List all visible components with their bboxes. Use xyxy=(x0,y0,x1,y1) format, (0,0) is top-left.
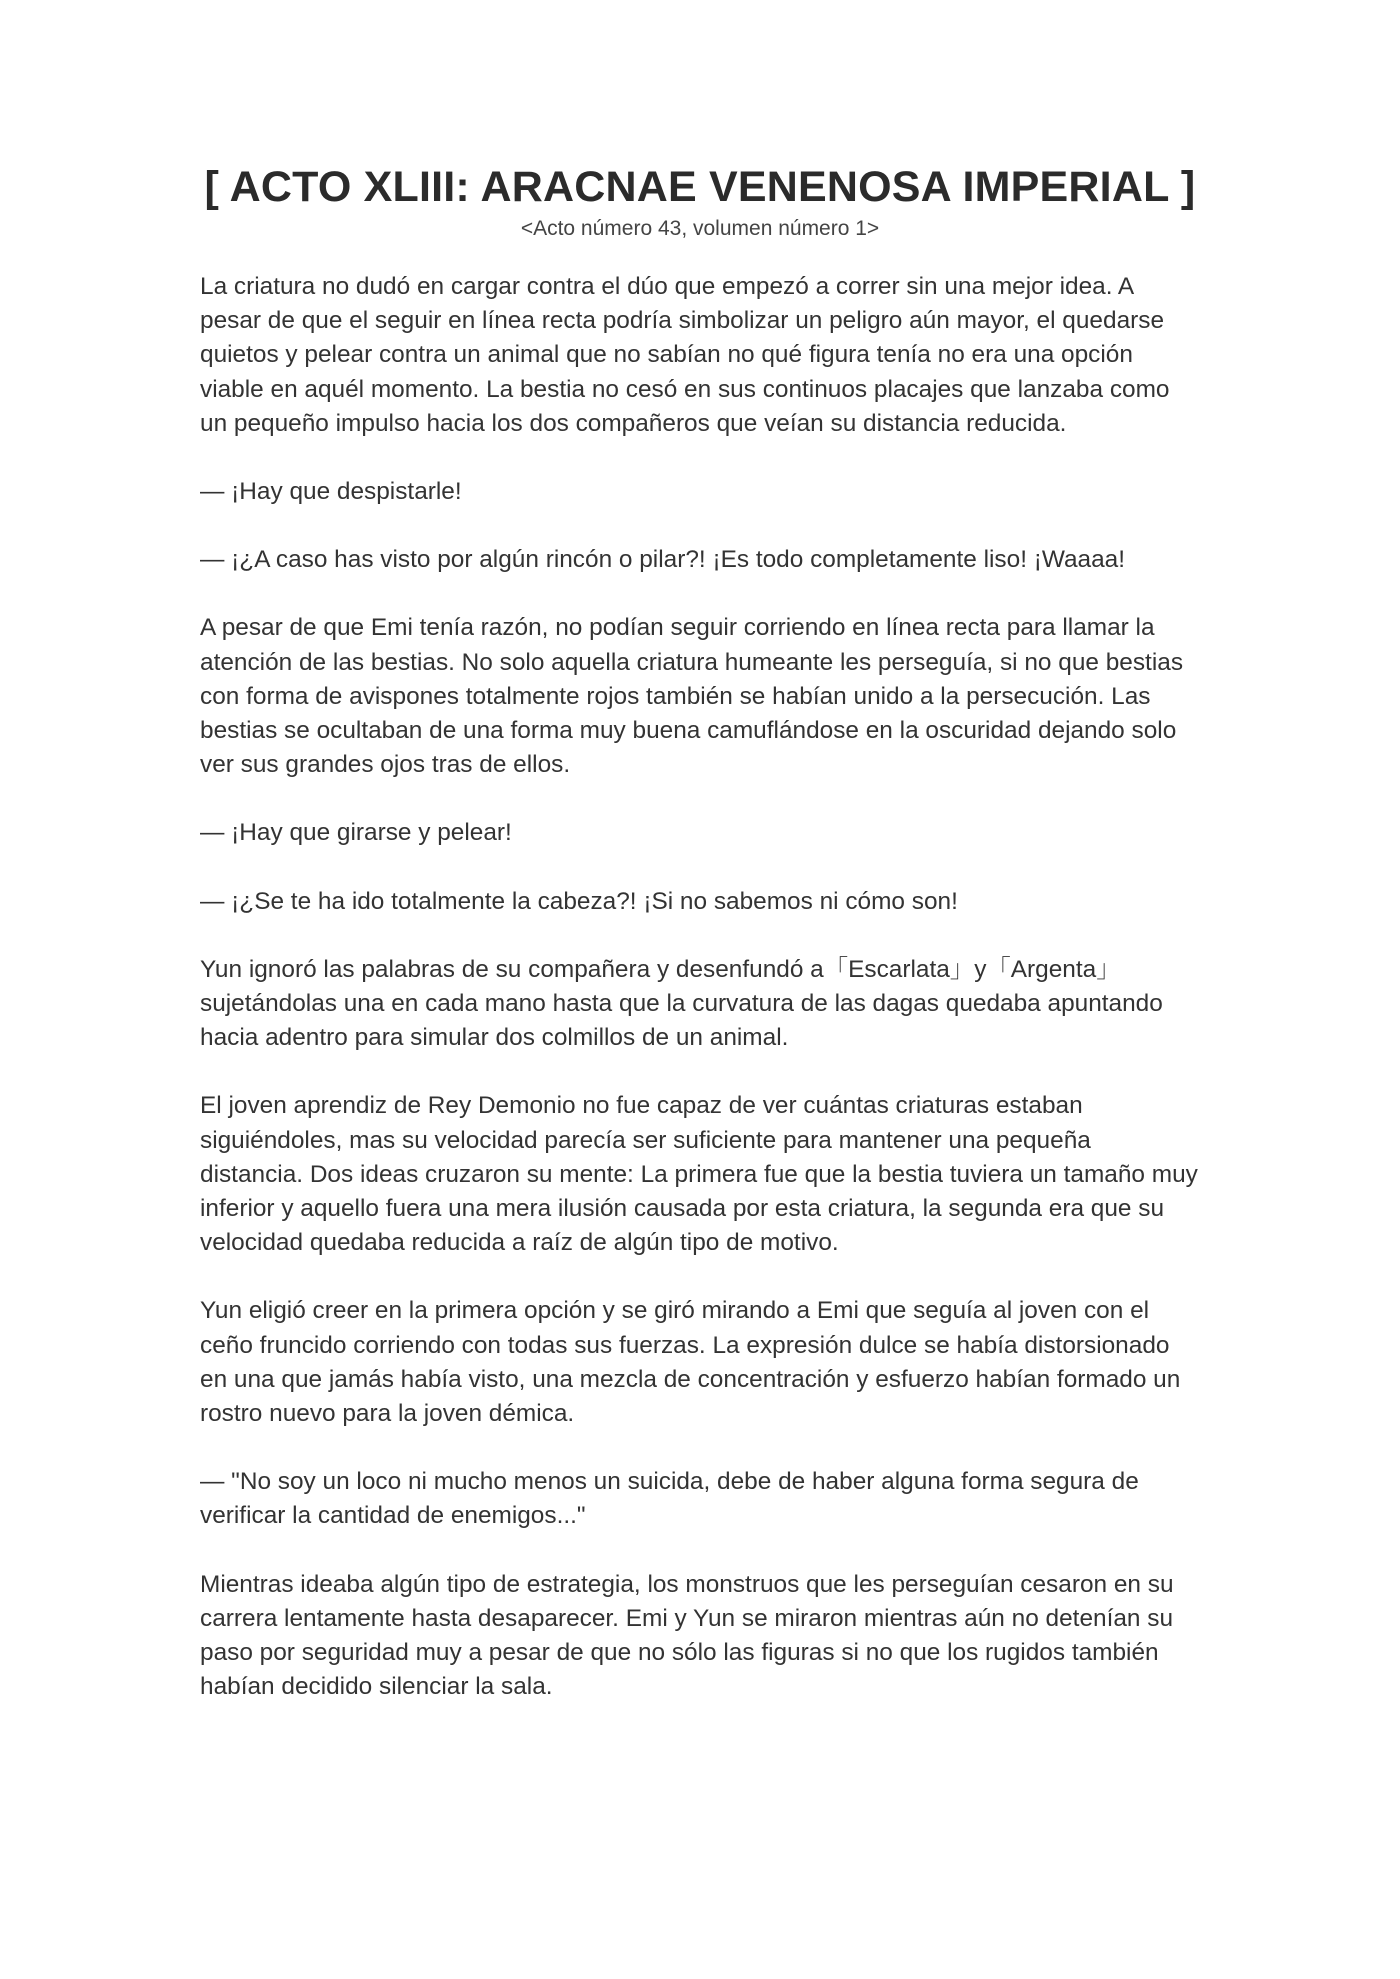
chapter-body xyxy=(200,270,1200,1739)
dialogue-line: — ¡¿A caso has visto por algún rincón o pilar?! ¡Es todo completamente liso! ¡Waaaa! xyxy=(200,546,1126,574)
paragraph: Yun eligió creer en la primera opción y se giró mirando a Emi que seguía al joven con el ceño fruncido corriendo con todas sus fuerzas. La expresión dulce se había distorsionado en una que jamás había visto, una mezcla de concentración y esfuerzo habían formado un rostro nuevo para la joven démica. xyxy=(200,1297,1181,1428)
paragraph: A pesar de que Emi tenía razón, no podían seguir corriendo en línea recta para llamar la atención de las bestias. No solo aquella criatura humeante les perseguía, si no que bestias con forma de avispones totalmente rojos también se habían unido a la persecución. Las bestias se ocultaban de una forma muy buena camuflándose en la oscuridad dejando solo ver sus grandes ojos tras de ellos. xyxy=(200,614,1184,779)
dialogue-line: — ¡Hay que despistarle! xyxy=(200,478,462,506)
chapter-subtitle: <Acto número 43, volumen número 1> xyxy=(520,217,880,240)
paragraph: El joven aprendiz de Rey Demonio no fue capaz de ver cuántas criaturas estaban siguiéndoles, mas su velocidad parecía ser suficiente para mantener una pequeña distancia. Dos ideas cruzaron su mente: La primera fue que la bestia tuviera un tamaño muy inferior y aquello fuera una mera ilusión causada por esta criatura, la segunda era que su velocidad quedaba reducida a raíz de algún tipo de motivo. xyxy=(200,1092,1198,1257)
paragraph: Mientras ideaba algún tipo de estrategia, los monstruos que les perseguían cesaron en su carrera lentamente hasta desaparecer. Emi y Yun se miraron mientras aún no detenían su paso por seguridad muy a pesar de que no sólo las figuras si no que los rugidos también habían decidido silenciar la sala. xyxy=(200,1570,1174,1701)
paragraph: Yun ignoró las palabras de su compañera y desenfundó a「Escarlata」y「Argenta」sujetándolas una en cada mano hasta que la curvatura de las dagas quedaba apuntando hacia adentro para simular dos colmillos de un animal. xyxy=(200,955,1163,1052)
dialogue-line: — ¡¿Se te ha ido totalmente la cabeza?! ¡Si no sabemos ni cómo son! xyxy=(200,887,958,915)
paragraph: La criatura no dudó en cargar contra el dúo que empezó a correr sin una mejor idea. A pesar de que el seguir en línea recta podría simbolizar un peligro aún mayor, el quedarse quietos y pelear contra un animal que no sabían no qué figura tenía no era una opción viable en aquél momento. La bestia no cesó en sus continuos placajes que lanzaba como un pequeño impulso hacia los dos compañeros que veían su distancia reducida. xyxy=(200,273,1170,437)
chapter-header xyxy=(0,162,1400,242)
chapter-title: [ ACTO XLIII: ARACNAE VENENOSA IMPERIAL ] xyxy=(204,163,1196,211)
dialogue-line: — ¡Hay que girarse y pelear! xyxy=(200,819,512,847)
dialogue-line: — "No soy un loco ni mucho menos un suicida, debe de haber alguna forma segura de verificar la cantidad de enemigos..." xyxy=(200,1468,1139,1530)
